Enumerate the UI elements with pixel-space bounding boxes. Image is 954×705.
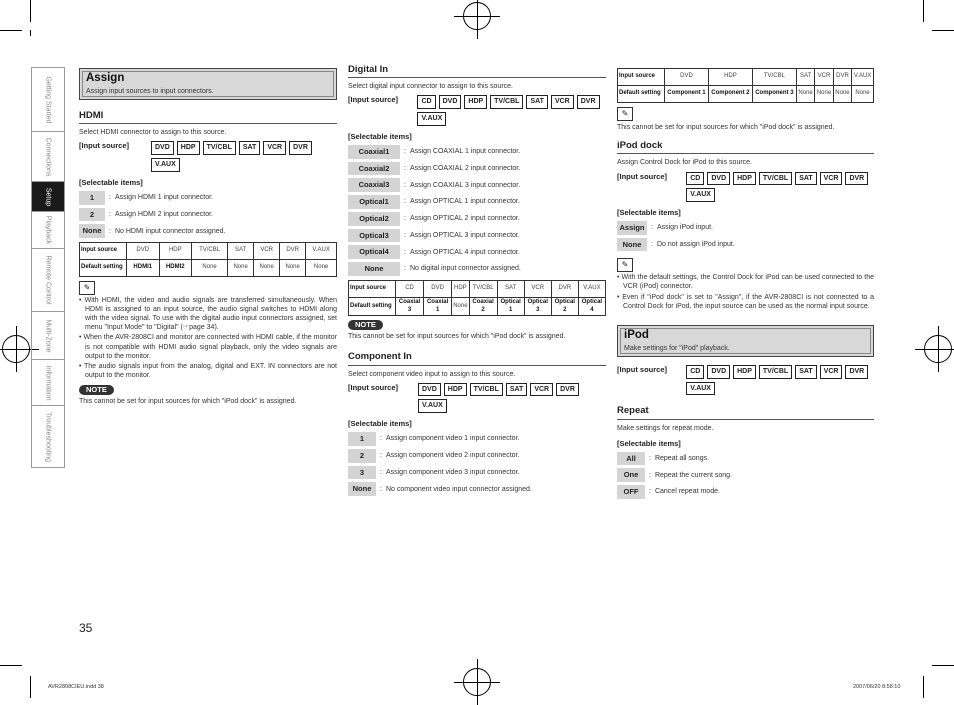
crop-mark — [932, 665, 954, 666]
component-note-text: This cannot be set for input sources for which "iPod dock" is assigned. — [617, 124, 835, 131]
selectable-item — [348, 432, 606, 446]
item-chip[interactable]: Coaxial2 — [348, 162, 400, 176]
column-ipod — [617, 68, 874, 502]
table-cell-source: DVR — [551, 280, 578, 297]
crop-mark — [30, 676, 31, 698]
note-bullet: • The audio signals input from the analog, digital and EXT. IN connectors are not output to the monitor. — [79, 362, 337, 379]
item-description: Assign component video 1 input connector. — [385, 435, 520, 443]
chapter-sidebar — [31, 67, 65, 468]
tab-playback[interactable]: Playback — [32, 212, 64, 249]
selectable-item — [79, 191, 337, 205]
table-cell-source: TV/CBL — [752, 69, 796, 86]
hdmi-heading: HDMI — [79, 110, 337, 124]
digital-input-label: [Input source] — [348, 95, 398, 105]
item-chip[interactable]: Optical2 — [348, 212, 400, 226]
item-separator: : — [109, 194, 111, 202]
hdmi-input-label: [Input source] — [79, 141, 129, 151]
digital-default-table — [348, 280, 606, 317]
selectable-item — [348, 212, 606, 226]
item-description: Assign COAXIAL 2 input connector. — [409, 164, 521, 172]
crop-mark — [0, 665, 22, 666]
registration-mark — [2, 335, 30, 363]
pencil-icon: ✎ — [79, 281, 95, 295]
table-cell-source: DVD — [424, 280, 452, 297]
selectable-item — [348, 162, 606, 176]
crop-mark — [0, 30, 22, 31]
item-chip[interactable]: None — [348, 262, 400, 276]
crop-mark — [923, 676, 924, 698]
input-source-button[interactable]: CD — [686, 365, 704, 379]
item-chip[interactable]: None — [617, 238, 647, 252]
ipod-input-label: [Input source] — [617, 364, 667, 374]
note-badge: NOTE — [348, 320, 383, 330]
table-cell-source: CD — [396, 280, 424, 297]
item-chip[interactable]: 2 — [348, 449, 376, 463]
input-source-button[interactable]: TV/CBL — [203, 141, 236, 155]
input-source-button[interactable]: DVD — [439, 95, 462, 109]
ipod-dock-notes — [617, 273, 874, 310]
item-separator: : — [404, 215, 406, 223]
input-source-button[interactable]: DVR — [556, 383, 579, 397]
repeat-heading: Repeat — [617, 405, 874, 419]
item-chip[interactable]: Optical1 — [348, 195, 400, 209]
component-in-description: Select component video input to assign to this source. — [348, 370, 516, 378]
crop-mark — [30, 0, 31, 22]
hdmi-selectable-items — [79, 191, 337, 238]
note-bullet: • When the AVR-2808CI and monitor are connected with HDMI cable, if the monitor is not compatible with HDMI audio signal playback, only the video signals are output to the monitor. — [79, 334, 337, 360]
note-bullet: • Even if "iPod dock" is set to "Assign", if the AVR-2808CI is not connected to a Control Dock for iPod, the input source can be used as the normal input source. — [617, 293, 874, 310]
table-cell-source: V.AUX — [578, 280, 605, 297]
crop-mark — [932, 30, 954, 31]
item-description: No component video input connector assigned. — [385, 485, 532, 493]
component-selectable-items — [348, 432, 606, 496]
selectable-item — [79, 208, 337, 222]
input-source-button[interactable]: DVR — [845, 172, 868, 186]
component-selectable-label: [Selectable items] — [348, 419, 412, 429]
selectable-item — [617, 468, 874, 482]
table-cell-default: Component 2 — [708, 86, 752, 103]
table-cell-default: Optical 3 — [524, 297, 551, 316]
table-row-header: Default setting — [618, 86, 665, 103]
item-description: Cancel repeat mode. — [654, 488, 720, 496]
table-cell-source: DVR — [280, 243, 306, 260]
item-separator: : — [651, 240, 653, 248]
item-chip[interactable]: All — [617, 452, 645, 466]
table-cell-default: None — [833, 86, 851, 103]
item-separator: : — [404, 181, 406, 189]
item-description: Assign HDMI 2 input connector. — [114, 210, 214, 218]
selectable-item — [348, 466, 606, 480]
table-cell-source: TV/CBL — [469, 280, 497, 297]
input-source-button[interactable]: DVR — [845, 365, 868, 379]
item-description: Assign COAXIAL 1 input connector. — [409, 148, 521, 156]
input-source-button[interactable]: TV/CBL — [759, 365, 792, 379]
selectable-item — [348, 178, 606, 192]
table-cell-default: Optical 1 — [497, 297, 524, 316]
item-description: Assign OPTICAL 1 input connector. — [409, 198, 520, 206]
item-separator: : — [380, 435, 382, 443]
table-cell-default: Coaxial 3 — [396, 297, 424, 316]
tab-multi-zone[interactable]: Multi-Zone — [32, 312, 64, 360]
input-source-button[interactable]: CD — [417, 95, 435, 109]
input-source-button[interactable]: DVD — [418, 383, 441, 397]
table-row-header: Input source — [618, 69, 665, 86]
table-cell-default: None — [452, 297, 469, 316]
table-cell-source: DVD — [665, 69, 709, 86]
component-default-table — [617, 68, 874, 103]
item-chip[interactable]: None — [348, 482, 376, 496]
input-source-button[interactable]: SAT — [526, 95, 547, 109]
item-description: Assign OPTICAL 2 input connector. — [409, 215, 520, 223]
note-bullet-text: With HDMI, the video and audio signals are transferred simultaneously. When HDMI is assigned to an input source, the audio signal switches to HDMI along with the video signal. To use with the digital audio input connectors assigned, set menu "Input Mode" to "Digital" (☞page 34). — [84, 297, 337, 332]
input-source-button[interactable]: VCR — [263, 141, 286, 155]
input-source-button[interactable]: TV/CBL — [490, 95, 523, 109]
table-cell-source: VCR — [524, 280, 551, 297]
hdmi-input-buttons — [151, 141, 331, 172]
registration-mark — [463, 2, 491, 30]
item-chip[interactable]: 1 — [79, 191, 105, 205]
input-source-button[interactable]: V.AUX — [151, 158, 180, 172]
selectable-item — [348, 482, 606, 496]
hdmi-description: Select HDMI connector to assign to this source. — [79, 129, 227, 137]
note-badge: NOTE — [79, 385, 114, 395]
table-cell-default: Optical 4 — [578, 297, 605, 316]
item-separator: : — [404, 265, 406, 273]
selectable-item — [617, 452, 874, 466]
table-cell-source: HDP — [452, 280, 469, 297]
crop-mark — [923, 0, 924, 22]
ipod-header — [617, 325, 874, 357]
tab-troubleshooting[interactable]: Troubleshooting — [44, 412, 52, 462]
input-source-button[interactable]: TV/CBL — [470, 383, 503, 397]
item-separator: : — [109, 210, 111, 218]
input-source-button[interactable]: DVR — [577, 95, 600, 109]
item-separator: : — [404, 198, 406, 206]
note-bullet-text: When the AVR-2808CI and monitor are connected with HDMI cable, if the monitor is not compatible with HDMI audio signal playback, only the video signals are output to the monitor. — [83, 334, 337, 360]
item-separator: : — [649, 454, 651, 462]
input-source-button[interactable]: HDP — [177, 141, 200, 155]
digital-in-description: Select digital input connector to assign to this source. — [348, 83, 513, 91]
assign-header — [79, 68, 337, 100]
input-source-button[interactable]: SAT — [795, 172, 816, 186]
table-cell-default: None — [796, 86, 814, 103]
table-cell-source: HDP — [708, 69, 752, 86]
table-cell-default: None — [815, 86, 833, 103]
ipod-input-buttons — [686, 365, 874, 396]
item-description: Assign OPTICAL 4 input connector. — [409, 248, 520, 256]
table-row-header: Default setting — [80, 260, 127, 277]
item-chip[interactable]: 3 — [348, 466, 376, 480]
repeat-selectable-items — [617, 452, 874, 499]
table-cell-source: SAT — [796, 69, 814, 86]
selectable-item — [348, 449, 606, 463]
item-separator: : — [404, 164, 406, 172]
input-source-button[interactable]: HDP — [733, 365, 756, 379]
item-description: Do not assign iPod input. — [656, 240, 735, 248]
item-description: Assign component video 2 input connector. — [385, 452, 520, 460]
input-source-button[interactable]: VCR — [820, 365, 843, 379]
ipod-dock-selectable-label: [Selectable items] — [617, 208, 681, 218]
input-source-button[interactable]: VCR — [551, 95, 574, 109]
item-chip[interactable]: 2 — [79, 208, 105, 222]
column-digital-component — [348, 64, 606, 499]
input-source-button[interactable]: DVR — [289, 141, 312, 155]
digital-input-buttons — [417, 95, 606, 126]
input-source-button[interactable]: TV/CBL — [759, 172, 792, 186]
note-bullet: • With the default settings, the Control Dock for iPod can be used connected to the VCR (iPod) connector. — [617, 274, 874, 291]
table-cell-source: VCR — [254, 243, 280, 260]
input-source-button[interactable]: HDP — [444, 383, 467, 397]
item-chip[interactable]: One — [617, 468, 645, 482]
item-separator: : — [651, 224, 653, 232]
assign-title: Assign — [86, 72, 125, 84]
crop-mark — [30, 30, 31, 36]
item-description: No digital input connector assigned. — [409, 265, 521, 273]
table-cell-default: Coaxial 1 — [424, 297, 452, 316]
item-separator: : — [380, 468, 382, 476]
input-source-button[interactable]: HDP — [464, 95, 487, 109]
component-input-buttons — [418, 383, 598, 414]
selectable-item — [348, 145, 606, 159]
ipod-dock-heading: iPod dock — [617, 140, 874, 154]
selectable-item — [617, 221, 874, 235]
item-chip[interactable]: Coaxial3 — [348, 178, 400, 192]
item-description: Assign OPTICAL 3 input connector. — [409, 231, 520, 239]
ipod-subtitle: Make settings for "iPod" playback. — [624, 344, 730, 352]
item-description: Assign iPod input. — [656, 224, 713, 232]
table-cell-default: None — [192, 260, 228, 277]
tab-setup[interactable]: Setup — [32, 182, 64, 212]
table-cell-source: DVD — [127, 243, 160, 260]
input-source-button[interactable]: HDP — [733, 172, 756, 186]
note-bullet-text: The audio signals input from the analog, digital and EXT. IN connectors are not output to the monitor. — [83, 362, 337, 379]
table-cell-default: None — [254, 260, 280, 277]
selectable-item — [348, 195, 606, 209]
input-source-button[interactable]: DVD — [707, 172, 730, 186]
input-source-button[interactable]: SAT — [239, 141, 260, 155]
input-source-button[interactable]: V.AUX — [686, 188, 715, 202]
hdmi-selectable-label: [Selectable items] — [79, 178, 143, 188]
ipod-dock-input-label: [Input source] — [617, 171, 667, 181]
tab-getting-started[interactable]: Getting Started — [32, 68, 64, 132]
input-source-button[interactable]: V.AUX — [417, 112, 446, 126]
item-separator: : — [404, 248, 406, 256]
input-source-button[interactable]: DVD — [707, 365, 730, 379]
column-assign-hdmi — [79, 68, 337, 410]
tab-information[interactable]: Information — [32, 360, 64, 406]
table-cell-source: SAT — [228, 243, 254, 260]
item-separator: : — [649, 488, 651, 496]
item-chip[interactable]: Coaxial1 — [348, 145, 400, 159]
input-source-button[interactable]: CD — [686, 172, 704, 186]
input-source-button[interactable]: VCR — [530, 383, 553, 397]
digital-selectable-items — [348, 145, 606, 276]
table-cell-source: TV/CBL — [192, 243, 228, 260]
tab-connections[interactable]: Connections — [32, 132, 64, 182]
ipod-dock-selectable-items — [617, 221, 874, 252]
item-chip[interactable]: Optical4 — [348, 245, 400, 259]
component-input-label: [Input source] — [348, 382, 398, 392]
table-row-header: Default setting — [349, 297, 396, 316]
selectable-item — [617, 238, 874, 252]
selectable-item — [617, 485, 874, 499]
item-description: Repeat the current song. — [654, 471, 733, 479]
table-cell-source: HDP — [159, 243, 192, 260]
note-bullet-text: With the default settings, the Control Dock for iPod can be used connected to the VCR (iPod) connector. — [621, 274, 874, 291]
item-separator: : — [380, 452, 382, 460]
table-cell-default: Optical 2 — [551, 297, 578, 316]
pencil-icon: ✎ — [617, 258, 633, 272]
hdmi-note-text: This cannot be set for input sources for which "iPod dock" is assigned. — [79, 397, 297, 405]
item-description: Assign COAXIAL 3 input connector. — [409, 181, 521, 189]
hdmi-default-table — [79, 242, 337, 277]
repeat-selectable-label: [Selectable items] — [617, 438, 681, 448]
page-number: 35 — [79, 621, 93, 635]
table-cell-default: Component 3 — [752, 86, 796, 103]
item-separator: : — [109, 227, 111, 235]
note-bullet-text: Even if "iPod dock" is set to "Assign", if the AVR-2808CI is not connected to a Control Dock for iPod, the input source can be used as the normal input source. — [622, 293, 874, 310]
input-source-button[interactable]: VCR — [820, 172, 843, 186]
table-cell-default: Coaxial 2 — [469, 297, 497, 316]
registration-mark — [924, 335, 952, 363]
table-row-header: Input source — [349, 280, 396, 297]
ipod-dock-description: Assign Control Dock for iPod to this source. — [617, 159, 753, 167]
table-cell-source: V.AUX — [852, 69, 874, 86]
digital-note-text: This cannot be set for input sources for which "iPod dock" is assigned. — [348, 333, 566, 341]
footer-file: AVR2808CIEU.indd 38 — [48, 684, 104, 690]
item-separator: : — [380, 485, 382, 493]
ipod-title: iPod — [624, 328, 649, 341]
table-cell-source: VCR — [815, 69, 833, 86]
table-cell-source: DVR — [833, 69, 851, 86]
item-description: Assign HDMI 1 input connector. — [114, 194, 214, 202]
item-separator: : — [404, 148, 406, 156]
table-cell-source: SAT — [497, 280, 524, 297]
table-cell-default: HDMI2 — [159, 260, 192, 277]
pencil-icon: ✎ — [617, 107, 633, 121]
table-cell-default: Component 1 — [665, 86, 709, 103]
note-bullet: • With HDMI, the video and audio signals are transferred simultaneously. When HDMI is assigned to an input source, the audio signal switches to HDMI along with the video signal. To use with the digital audio input connectors assigned, set menu "Input Mode" to "Digital" (☞page 34). — [79, 297, 337, 332]
table-cell-default: HDMI1 — [127, 260, 160, 277]
input-source-button[interactable]: V.AUX — [418, 399, 447, 413]
table-cell-default: None — [306, 260, 337, 277]
selectable-item — [348, 262, 606, 276]
digital-selectable-label: [Selectable items] — [348, 132, 412, 142]
input-source-button[interactable]: SAT — [506, 383, 527, 397]
table-row-header: Input source — [80, 243, 127, 260]
table-cell-source: V.AUX — [306, 243, 337, 260]
item-chip[interactable]: OFF — [617, 485, 645, 499]
hdmi-notes — [79, 296, 337, 380]
footer-timestamp: 2007/06/20 8:58:10 — [853, 684, 901, 690]
tab-remote-control[interactable]: Remote Control — [32, 249, 64, 312]
item-separator: : — [404, 231, 406, 239]
selectable-item — [348, 245, 606, 259]
input-source-button[interactable]: SAT — [795, 365, 816, 379]
selectable-item — [79, 224, 337, 238]
item-description: No HDMI input connector assigned. — [114, 227, 226, 235]
item-chip[interactable]: Assign — [617, 221, 647, 235]
item-chip[interactable]: Optical3 — [348, 229, 400, 243]
repeat-description: Make settings for repeat mode. — [617, 424, 714, 432]
table-cell-default: None — [280, 260, 306, 277]
item-description: Repeat all songs. — [654, 454, 710, 462]
item-chip[interactable]: None — [79, 224, 105, 238]
table-cell-default: None — [852, 86, 874, 103]
component-in-heading: Component In — [348, 351, 606, 365]
selectable-item — [348, 229, 606, 243]
input-source-button[interactable]: DVD — [151, 141, 174, 155]
item-description: Assign component video 3 input connector. — [385, 468, 520, 476]
table-cell-default: None — [228, 260, 254, 277]
registration-mark — [463, 668, 491, 696]
ipod-dock-input-buttons — [686, 172, 874, 203]
input-source-button[interactable]: V.AUX — [686, 382, 715, 396]
digital-in-heading: Digital In — [348, 64, 606, 78]
assign-subtitle: Assign input sources to input connectors. — [86, 87, 214, 95]
item-separator: : — [649, 471, 651, 479]
item-chip[interactable]: 1 — [348, 432, 376, 446]
